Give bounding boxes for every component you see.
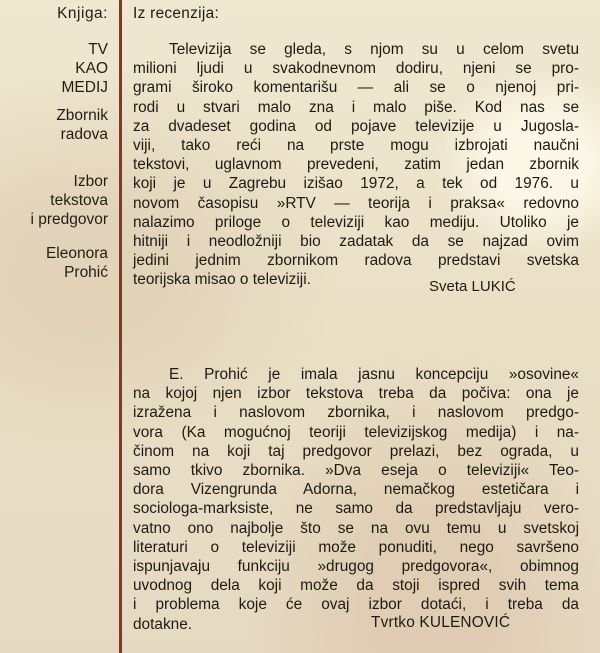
review-2-line: izražena i naslovom zbornika, i naslovom predgo- xyxy=(133,404,579,422)
book-author xyxy=(46,244,108,282)
book-title-line: TV xyxy=(88,41,108,58)
book-label: Knjiga: xyxy=(57,5,108,22)
review-1-line: za dvadeset godina od pojave televizije u Jugosla- xyxy=(133,117,579,135)
author-line: Eleonora xyxy=(45,245,108,262)
book-title-line: KAO xyxy=(75,60,108,77)
review-1-line: grami široko komentarišu — ali se o njenoj pri- xyxy=(133,79,579,97)
reviews-heading: Iz recenzija: xyxy=(133,5,220,22)
review-2-line: sociologa-marksiste, ne samo da predstavljaju vero- xyxy=(133,500,579,518)
review-2-line: vora (Ka mogućnoj teoriji televizijskog medija) i na- xyxy=(133,423,579,441)
review-2-line: dotakne. xyxy=(133,615,193,633)
review-1-line: tekstovi, uglavnom prevedeni, zatim jedan zbornik xyxy=(133,156,579,174)
review-1-signature: Sveta LUKIĆ xyxy=(429,278,516,295)
collection-line: radova xyxy=(60,126,108,143)
review-1-line: Televizija se gleda, s njom su u celom svetu xyxy=(169,41,579,58)
review-2-body xyxy=(133,365,579,634)
review-2-line: ispunjavaju funkciju »drugog predgovora«, obimnog xyxy=(133,558,579,576)
review-1-line: viji, tako reći na prste mogu izbrojati naučni xyxy=(133,137,579,155)
book-title xyxy=(62,40,109,97)
review-1-line: nalazimo priloge o televiziji kao mediju. Utoliko je xyxy=(133,213,579,231)
collection-line: Zbornik xyxy=(56,107,108,124)
vertical-divider-rule xyxy=(119,0,122,653)
review-1-body xyxy=(133,40,579,290)
review-2-signature: Tvrtko KULENOVIĆ xyxy=(371,614,511,631)
review-2-line: samo tkivo zbornika. »Dva eseja o televiziji« Teo- xyxy=(133,462,579,480)
review-1-line: jedini jednim zbornikom radova predstavi svetska xyxy=(133,252,579,270)
selection-line: tekstova xyxy=(50,192,108,209)
review-2-line: vatno ono najbolje što se na ovu temu u svetskoj xyxy=(133,519,579,537)
review-1-line: rodi u stvari malo zna i malo piše. Kod nas se xyxy=(133,98,579,116)
review-2-line: literaturi o televiziji može ponuditi, nego savršeno xyxy=(133,538,579,556)
review-1-line: milioni ljudi u svakodnevnom dodiru, njeni se pro- xyxy=(133,60,579,78)
author-line: Prohić xyxy=(64,264,108,281)
review-2-line: na kojoj njen izbor tekstova treba da počiva: ona je xyxy=(133,385,579,403)
review-1-line: koji je u Zagrebu izišao 1972, a tek od 1976. u xyxy=(133,175,579,193)
review-2-line: i problema koje će ovaj izbor dotaći, i treba da xyxy=(133,596,579,614)
review-1-line: hitniji i neodložniji bio zadatak da se najzad ovim xyxy=(133,233,579,251)
review-1-line: novom časopisu »RTV — teorija i praksa« redovno xyxy=(133,194,579,212)
review-1-line: teorijska misao o televiziji. xyxy=(133,271,311,289)
book-title-line: MEDIJ xyxy=(61,79,108,96)
selection-line: Izbor xyxy=(73,173,108,190)
review-2-line: dora Vizengrunda Adorna, nemačkog estetičara i xyxy=(133,481,579,499)
review-2-line: činom na koji taj predgovor prelazi, bez ograda, u xyxy=(133,442,579,460)
selection-line: i predgovor xyxy=(30,211,108,228)
review-2-line: uvodnog dela koji može da stoji ispred svih tema xyxy=(133,577,579,595)
book-collection-note xyxy=(56,106,108,144)
review-2-line: E. Prohić je imala jasnu koncepciju »osovine« xyxy=(169,366,579,383)
book-selection-note xyxy=(30,172,108,229)
